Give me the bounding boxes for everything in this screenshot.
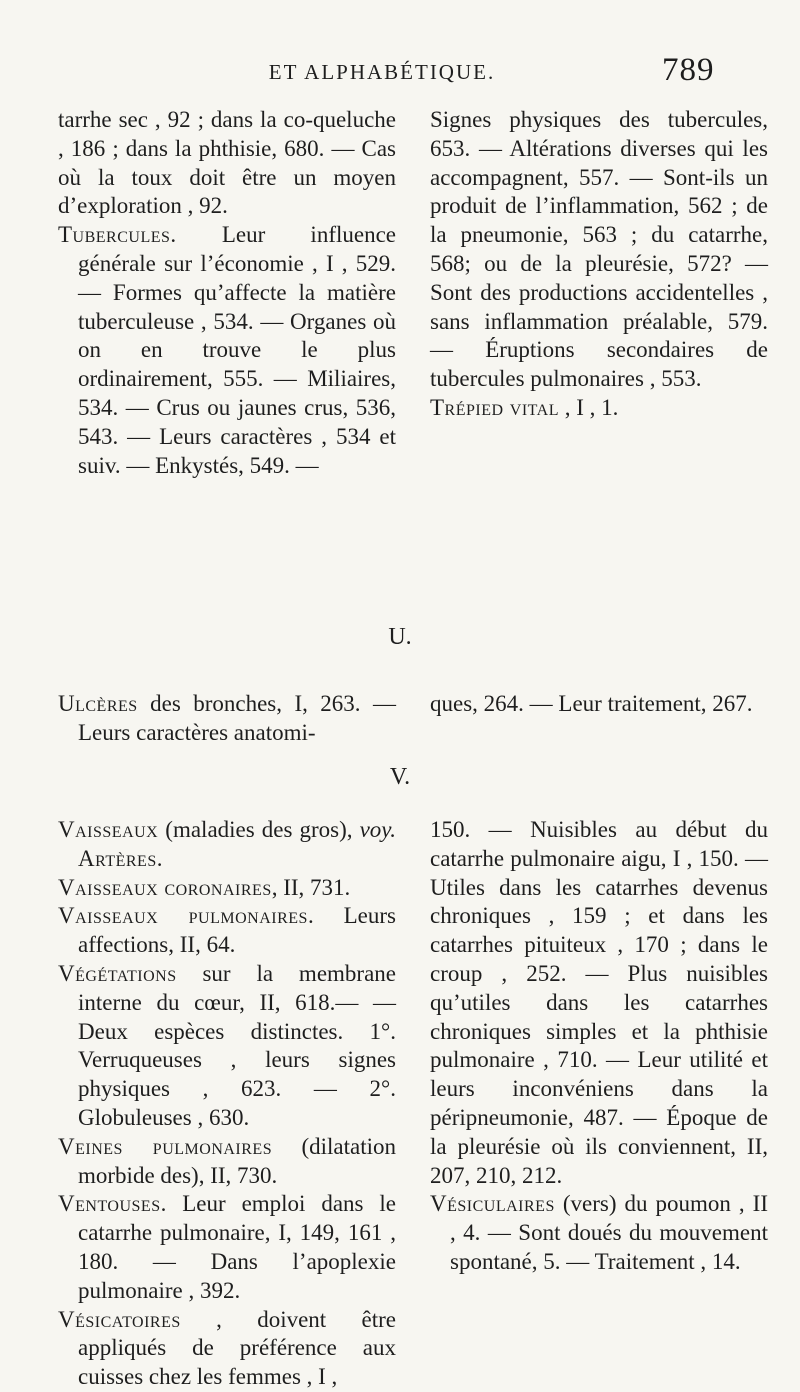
cross-reference-target: Artères (78, 845, 157, 871)
entry-term: Vaisseaux coronaires (58, 874, 272, 900)
entry-term: Veines pulmonaires (58, 1133, 273, 1159)
page-header (0, 42, 800, 102)
index-entry-ulceres (58, 690, 396, 748)
column-left-t (58, 106, 396, 480)
column-left-v (58, 816, 396, 1392)
entry-text: Leur influence générale sur l’économie , I , 529. — Formes qu’affecte la matière tuberculeuse , 534. — Organes où on en trouve le plus ordinairement, 555. — Miliaires, 534. — Crus ou jaunes crus, 536, 543. — Leurs caractères , 534 et suiv. — Enkystés, 549. — (78, 222, 396, 478)
entry-end: . (156, 845, 163, 871)
entry-term: Ventouses (58, 1191, 161, 1217)
entry-term: Végétations (58, 960, 177, 986)
entry-text: , II, 731. (271, 874, 351, 900)
running-title: ET ALPHABÉTIQUE. (268, 60, 496, 84)
index-entry-vesicatoires (58, 1306, 396, 1392)
index-entry-vaisseaux (58, 816, 396, 874)
index-entry-ventouses (58, 1190, 396, 1305)
entry-text: sur la membrane interne du cœur, II, 618.— — Deux espèces distinctes. 1°. Verruqueuses , leurs signes physiques , 623. — 2°. Globuleuses , 630. (78, 960, 396, 1130)
entry-term: Trépied vital (430, 394, 560, 420)
entry-term: Vaisseaux pulmonaires (58, 903, 308, 929)
entry-term: Ulcères (58, 691, 138, 716)
index-entry-trepied (430, 394, 768, 423)
entry-text: , doivent être appliqués de préférence aux cuisses chez les femmes , I , (78, 1306, 396, 1390)
entry-term: Vésiculaires (430, 1191, 555, 1217)
entry-text: (dilatation morbide des), II, 730. (78, 1133, 397, 1188)
index-entry-vaisseaux-coronaires (58, 874, 396, 903)
index-entry-tubercules (58, 221, 396, 480)
entry-text: , I , 1. (559, 394, 619, 420)
entry-text: (maladies des gros), (158, 817, 360, 842)
tubercules-entry-continuation: Signes physiques des tubercules, 653. — Altérations diverses qui les accompagnent, 557. — Sont-ils un produit de l’inflammation, 562 ; de la pneumonie, 563 ; du catarrhe, 568; ou de la pleurésie, 572? — Sont des productions accidentelles , sans inflammation préalable, 579. — Éruptions secondaires de tubercules pulmonaires , 553. (430, 107, 768, 392)
section-letter-u: U. (388, 624, 412, 650)
entry-text: . Leur emploi dans le catarrhe pulmonaire, I, 149, 161 , 180. — Dans l’apoplexie pulmonaire , 392. (78, 1191, 396, 1303)
column-left-u (58, 690, 396, 748)
entry-term: Vaisseaux (58, 817, 159, 842)
entry-term: Vésicatoires (58, 1306, 181, 1332)
page-number: 789 (662, 52, 715, 88)
column-right-v (430, 816, 768, 1277)
column-right-u (430, 690, 768, 719)
vesicatoires-entry-continuation: 150. — Nuisibles au début du catarrhe pulmonaire aigu, I , 150. — Utiles dans les catarrhes devenus chroniques , 159 ; et dans les catarrhes pituiteux , 170 ; dans le croup , 252. — Plus nuisibles qu’utiles dans les catarrhes chroniques simples et la phthisie pulmonaire , 710. — Leur utilité et leurs inconvéniens dans la péripneumonie, 487. — Époque de la pleurésie où ils conviennent, II, 207, 210, 212. (430, 817, 768, 1188)
index-entry-vaisseaux-pulmonaires (58, 902, 396, 960)
section-letter-v: V. (389, 764, 411, 790)
index-entry-veines-pulmonaires (58, 1133, 396, 1191)
index-entry-vegetations (58, 960, 396, 1133)
index-entry-vesiculaires (430, 1190, 768, 1276)
entry-text: . Leurs affections, II, 64. (78, 903, 396, 958)
column-right-t (430, 106, 768, 423)
entry-text: (vers) du poumon , II , 4. — Sont doués du mouvement spontané, 5. — Traitement , 14. (450, 1191, 768, 1274)
toux-entry-continuation: tarrhe sec , 92 ; dans la co-queluche , 186 ; dans la phthisie, 680. — Cas où la toux doit être un moyen d’exploration , 92. (58, 107, 396, 219)
entry-term: Tubercules. (58, 222, 177, 248)
ulceres-entry-continuation: ques, 264. — Leur traitement, 267. (430, 691, 753, 716)
cross-reference-voy: voy. (359, 817, 396, 842)
entry-text: des bronches, I, 263. — Leurs caractères anatomi- (78, 691, 396, 745)
